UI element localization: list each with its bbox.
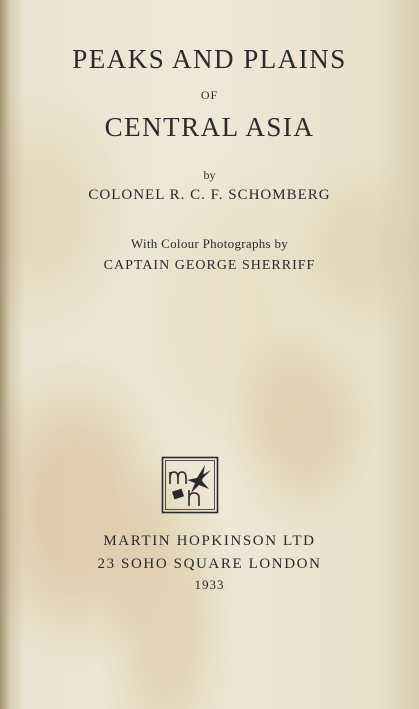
photographer-name: CAPTAIN GEORGE SHERRIFF <box>103 258 316 273</box>
book-title-line-2: CENTRAL ASIA <box>104 112 315 142</box>
swallow-monogram-icon <box>161 456 219 514</box>
publisher-name: MARTIN HOPKINSON LTD <box>103 533 316 549</box>
book-title-connector: OF <box>200 88 219 102</box>
publisher-address: 23 SOHO SQUARE LONDON <box>97 556 322 572</box>
publication-year: 1933 <box>194 577 225 592</box>
by-label: by <box>203 168 216 182</box>
book-title-line-1: PEAKS AND PLAINS <box>72 44 347 74</box>
author-name: COLONEL R. C. F. SCHOMBERG <box>88 187 331 203</box>
photographs-label: With Colour Photographs by <box>130 236 289 251</box>
